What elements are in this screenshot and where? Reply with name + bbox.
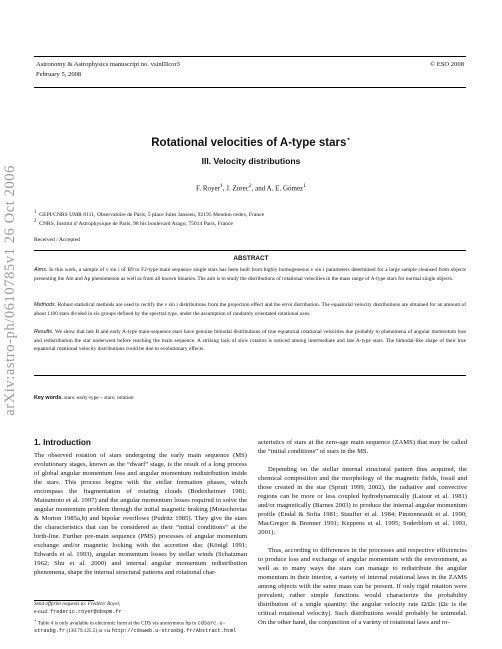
abstract-heading: ABSTRACT	[233, 255, 269, 262]
cds-ip: (130.79.125.5)	[66, 628, 98, 635]
author-2-aff: 2	[248, 183, 252, 189]
title-footnote-mark: ⋆	[346, 136, 351, 143]
or-via: or via	[98, 628, 111, 635]
email-label: e-mail:	[34, 608, 49, 615]
results-label: Results.	[34, 329, 54, 335]
table-note-text: Table 4 is only available in electronic form at the CDS via anonymous ftp to	[37, 620, 197, 627]
paper-title	[0, 135, 502, 149]
author-1-aff: 1	[220, 183, 223, 189]
author-3: , and A. E. Gómez	[251, 184, 304, 193]
aims-text: In this work, a sample of v sin i of B9 to F2-type main sequence single stars has been built from highly homogeneous v sin i parameters determined for a large sample cleansed from objects presenting the Am and Ap phenomenon as well as from all known binaries. The aim is to study the distributions of rotational velocities in the mass range of A-type stars for normal single objects.	[34, 267, 466, 282]
column-right	[258, 438, 467, 627]
abstract-aims	[34, 266, 466, 283]
intro-paragraph-1: The observed rotation of stars undergoing the early main sequence (MS) evolutionary stages, known as the “dwarf” stage, is the result of a long process of global angular momentum loss and angular momentum redistribution inside the stars. This process begins with the stellar formation phases, which encompass the fragmentation of rotating clouds (Bodenheimer 1981; Matsumoto et al. 1997) and the angular momentum losses required to solve the angular momentum problem through the initial magnetic braking (Mouschovias & Morton 1985a,b) and bipolar overflows (Pudritz 1985). They give the stars the characteristics that can be considered as their “initial conditions” at the birth-line. Further pre-main sequence (PMS) processes of angular momentum exchange and/or magnetic locking with the accretion disc (Königl 1991; Edwards et al. 1993), angular momentum losses by stellar winds (Schatzman 1962; Shu et al. 2000) and internal angular momentum redistribution phenomena, shape the internal structural patterns and rotational char-	[34, 452, 247, 576]
intro-paragraph-1-continued: acteristics of stars at the zero-age main sequence (ZAMS) that may be called the “initial conditions” of stars in the MS.	[258, 439, 467, 455]
email-link[interactable]: frederic.royer@obspm.fr	[50, 608, 122, 615]
affiliation-2	[34, 218, 233, 228]
date: February 5, 2008	[36, 71, 82, 78]
footnotes	[34, 601, 247, 636]
methods-text: Robust statistical methods are used to rectify the v sin i distributions from the projection effect and the error distribution. The equatorial velocity distributions are obtained for an amount of about 1100 stars divided in six groups defined by the spectral type, under the assumption of randomly orientated rotational axes.	[34, 302, 466, 317]
table-note	[34, 617, 247, 636]
affiliation-2-text: CNRS, Institut d’Astrophysique de Paris, 98 bis boulevard Arago, 75014 Paris, France	[39, 220, 233, 227]
keywords-text: stars: early-type – stars: rotation	[64, 395, 134, 401]
author-3-aff: 1	[303, 183, 306, 189]
cds-host-link[interactable]: cdsarc.u-strasbg.fr	[34, 620, 226, 635]
offprint-text: Send offprint requests to: Frédéric Royer,	[34, 601, 121, 607]
author-1: F. Royer	[196, 184, 220, 193]
running-header	[34, 56, 466, 88]
author-2: , J. Zorec	[222, 184, 249, 193]
abstract-results	[34, 328, 466, 354]
offprint-note	[34, 601, 247, 609]
paper-subtitle: III. Velocity distributions	[201, 156, 301, 166]
author-list	[0, 183, 502, 192]
section-heading-introduction: 1. Introduction	[34, 438, 91, 447]
arxiv-stamp: arXiv:astro-ph/0610785v1 26 Oct 2006	[2, 165, 18, 416]
received-accepted: Received / Accepted	[34, 237, 80, 243]
keywords	[34, 395, 134, 401]
column-left	[34, 451, 247, 577]
results-text: We show that late B and early A-type main-sequence stars have genuine bimodal distributions of true equatorial rotational velocities due probably to phenomena of angular momentum loss and redistribution the star underwent before reaching the main sequence. A striking lack of slow rotators is noticed among intermediate and late A-type stars. The bimodal-like shape of their true equatorial rotational velocity distributions could be due to evolutionary effects.	[34, 329, 466, 353]
methods-label: Methods.	[34, 302, 57, 308]
aims-label: Aims.	[34, 267, 48, 273]
abstract-methods	[34, 301, 466, 318]
abstract-bottom-rule	[34, 375, 466, 376]
table-note-mark: ⋆	[34, 617, 37, 623]
title-text: Rotational velocities of A-type stars	[151, 136, 347, 149]
abstract-top-rule	[34, 250, 466, 251]
intro-paragraph-3: Thus, according to differences in the processes and respective efficiencies to produce loss and exchange of angular momentum with the environment, as well as to many ways the stars can manage to redistribute the angular momentum in their interior, a variety of internal rotational laws in the ZAMS among objects with the same mass can be present. If only rigid rotation were prevalent, rather simple functions would characterize the probability distribution of a single quantity: the angular velocity rate Ω/Ωc (Ωc is the critical rotational velocity). Such distributions would probably be unimodal. On the other hand, the conjunction of a variety of rotational laws and ro-	[258, 547, 467, 626]
cds-url-link[interactable]: http://cdsweb.u-strasbg.fr/Abstract.html	[111, 628, 237, 635]
email-note	[34, 609, 247, 617]
keywords-label: Key words.	[34, 395, 63, 401]
affiliation-2-num: 2	[34, 219, 37, 224]
affiliation-1-num: 1	[34, 210, 37, 215]
affiliation-1-text: GEPI/CNRS UMR 8111, Observatoire de Paris, 5 place Jules Janssen, 92195 Meudon cedex, France	[39, 211, 265, 218]
journal-line: Astronomy & Astrophysics manuscript no. vsinIIIcor3	[36, 61, 180, 68]
copyright: © ESO 2008	[430, 61, 464, 68]
intro-paragraph-2: Depending on the stellar internal structural pattern thus acquired, the chemical composition and the morphology of the magnetic fields, fossil and those created in the star (Spruit 1999, 2002), the radiative and convective regions can be more or less coupled hydrodynamically (Latour et al. 1981) and/or magnetically (Barnes 2003) to produce the internal angular momentum profile (Endal & Sofia 1981; Stauffer et al. 1984; Pinsonneault et al. 1990; MacGregor & Brenner 1991; Keppens et al. 1995; Soderblom et al. 1993, 2001).	[258, 466, 467, 536]
